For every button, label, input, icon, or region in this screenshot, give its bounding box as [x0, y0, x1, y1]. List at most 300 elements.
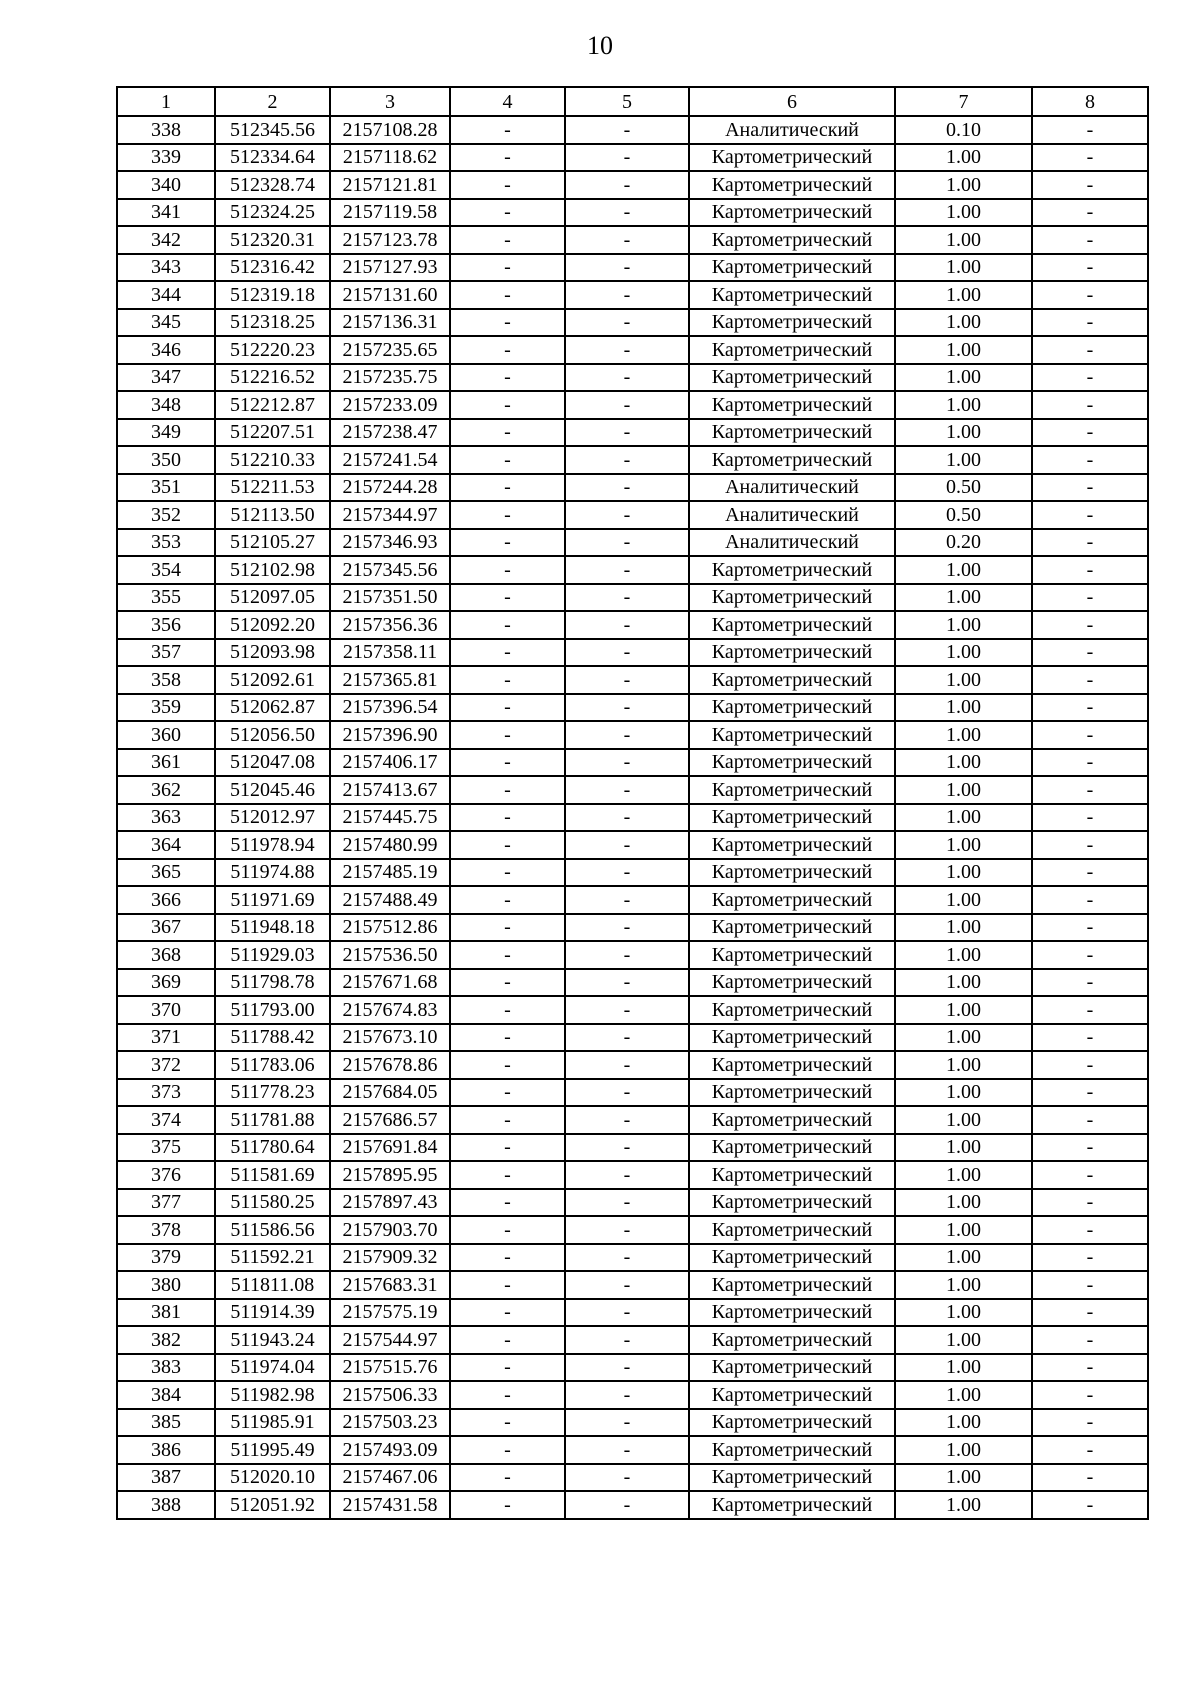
accuracy-cell: 1.00: [895, 419, 1032, 447]
column-4-cell: -: [450, 199, 565, 227]
table-row: [117, 501, 1148, 529]
point-number-cell: 343: [117, 254, 215, 282]
x-coordinate-cell: 511948.18: [215, 914, 330, 942]
table-row: [117, 1381, 1148, 1409]
method-cell: Картометрический: [689, 639, 895, 667]
table-row: [117, 281, 1148, 309]
x-coordinate-cell: 511929.03: [215, 941, 330, 969]
column-header-2: 2: [215, 87, 330, 116]
column-8-cell: -: [1032, 1464, 1148, 1492]
method-cell: Картометрический: [689, 199, 895, 227]
column-4-cell: -: [450, 1244, 565, 1272]
column-8-cell: -: [1032, 1244, 1148, 1272]
point-number-cell: 365: [117, 859, 215, 887]
y-coordinate-cell: 2157544.97: [330, 1326, 450, 1354]
column-4-cell: -: [450, 446, 565, 474]
point-number-cell: 338: [117, 116, 215, 144]
accuracy-cell: 1.00: [895, 914, 1032, 942]
method-cell: Аналитический: [689, 116, 895, 144]
point-number-cell: 350: [117, 446, 215, 474]
method-cell: Картометрический: [689, 171, 895, 199]
column-8-cell: -: [1032, 914, 1148, 942]
x-coordinate-cell: 512113.50: [215, 501, 330, 529]
column-5-cell: -: [565, 1271, 689, 1299]
column-8-cell: -: [1032, 391, 1148, 419]
x-coordinate-cell: 512345.56: [215, 116, 330, 144]
table-row: [117, 116, 1148, 144]
x-coordinate-cell: 512020.10: [215, 1464, 330, 1492]
column-8-cell: -: [1032, 419, 1148, 447]
column-header-5: 5: [565, 87, 689, 116]
column-4-cell: -: [450, 501, 565, 529]
column-4-cell: -: [450, 1106, 565, 1134]
column-4-cell: -: [450, 171, 565, 199]
method-cell: Картометрический: [689, 1161, 895, 1189]
x-coordinate-cell: 512093.98: [215, 639, 330, 667]
y-coordinate-cell: 2157396.90: [330, 721, 450, 749]
accuracy-cell: 1.00: [895, 1079, 1032, 1107]
column-4-cell: -: [450, 309, 565, 337]
table-row: [117, 391, 1148, 419]
y-coordinate-cell: 2157488.49: [330, 886, 450, 914]
x-coordinate-cell: 511978.94: [215, 831, 330, 859]
y-coordinate-cell: 2157119.58: [330, 199, 450, 227]
column-8-cell: -: [1032, 721, 1148, 749]
method-cell: Картометрический: [689, 556, 895, 584]
point-number-cell: 385: [117, 1409, 215, 1437]
method-cell: Картометрический: [689, 226, 895, 254]
x-coordinate-cell: 511793.00: [215, 996, 330, 1024]
column-4-cell: -: [450, 281, 565, 309]
column-4-cell: -: [450, 1161, 565, 1189]
y-coordinate-cell: 2157406.17: [330, 749, 450, 777]
accuracy-cell: 0.50: [895, 501, 1032, 529]
column-4-cell: -: [450, 969, 565, 997]
x-coordinate-cell: 512102.98: [215, 556, 330, 584]
y-coordinate-cell: 2157351.50: [330, 584, 450, 612]
point-number-cell: 357: [117, 639, 215, 667]
method-cell: Картометрический: [689, 749, 895, 777]
point-number-cell: 355: [117, 584, 215, 612]
table-row: [117, 1024, 1148, 1052]
x-coordinate-cell: 511781.88: [215, 1106, 330, 1134]
column-4-cell: -: [450, 1436, 565, 1464]
x-coordinate-cell: 511995.49: [215, 1436, 330, 1464]
point-number-cell: 351: [117, 474, 215, 502]
table-row: [117, 1464, 1148, 1492]
accuracy-cell: 0.50: [895, 474, 1032, 502]
method-cell: Картометрический: [689, 336, 895, 364]
column-8-cell: -: [1032, 1299, 1148, 1327]
point-number-cell: 366: [117, 886, 215, 914]
table-header: [117, 87, 1148, 116]
accuracy-cell: 1.00: [895, 776, 1032, 804]
y-coordinate-cell: 2157909.32: [330, 1244, 450, 1272]
x-coordinate-cell: 511778.23: [215, 1079, 330, 1107]
column-5-cell: -: [565, 941, 689, 969]
accuracy-cell: 1.00: [895, 1381, 1032, 1409]
y-coordinate-cell: 2157244.28: [330, 474, 450, 502]
table-row: [117, 1051, 1148, 1079]
point-number-cell: 356: [117, 611, 215, 639]
accuracy-cell: 1.00: [895, 391, 1032, 419]
x-coordinate-cell: 512045.46: [215, 776, 330, 804]
column-5-cell: -: [565, 1436, 689, 1464]
method-cell: Картометрический: [689, 1216, 895, 1244]
column-8-cell: -: [1032, 364, 1148, 392]
table-row: [117, 996, 1148, 1024]
column-5-cell: -: [565, 364, 689, 392]
y-coordinate-cell: 2157108.28: [330, 116, 450, 144]
method-cell: Картометрический: [689, 914, 895, 942]
accuracy-cell: 1.00: [895, 199, 1032, 227]
accuracy-cell: 1.00: [895, 1464, 1032, 1492]
table-row: [117, 666, 1148, 694]
table-row: [117, 336, 1148, 364]
column-5-cell: -: [565, 721, 689, 749]
column-8-cell: -: [1032, 1354, 1148, 1382]
table-row: [117, 804, 1148, 832]
column-5-cell: -: [565, 529, 689, 557]
x-coordinate-cell: 511811.08: [215, 1271, 330, 1299]
accuracy-cell: 1.00: [895, 1051, 1032, 1079]
table-row: [117, 1189, 1148, 1217]
x-coordinate-cell: 512207.51: [215, 419, 330, 447]
method-cell: Картометрический: [689, 1299, 895, 1327]
column-8-cell: -: [1032, 1491, 1148, 1519]
column-8-cell: -: [1032, 1271, 1148, 1299]
column-4-cell: -: [450, 749, 565, 777]
column-8-cell: -: [1032, 804, 1148, 832]
y-coordinate-cell: 2157136.31: [330, 309, 450, 337]
y-coordinate-cell: 2157356.36: [330, 611, 450, 639]
accuracy-cell: 1.00: [895, 1271, 1032, 1299]
column-8-cell: -: [1032, 446, 1148, 474]
method-cell: Картометрический: [689, 1354, 895, 1382]
column-8-cell: -: [1032, 831, 1148, 859]
accuracy-cell: 1.00: [895, 226, 1032, 254]
accuracy-cell: 1.00: [895, 804, 1032, 832]
point-number-cell: 378: [117, 1216, 215, 1244]
table-header-row: [117, 87, 1148, 116]
method-cell: Картометрический: [689, 721, 895, 749]
x-coordinate-cell: 512316.42: [215, 254, 330, 282]
accuracy-cell: 1.00: [895, 1189, 1032, 1217]
column-5-cell: -: [565, 1106, 689, 1134]
method-cell: Картометрический: [689, 281, 895, 309]
column-5-cell: -: [565, 281, 689, 309]
table-row: [117, 529, 1148, 557]
y-coordinate-cell: 2157503.23: [330, 1409, 450, 1437]
column-4-cell: -: [450, 694, 565, 722]
table-row: [117, 749, 1148, 777]
y-coordinate-cell: 2157346.93: [330, 529, 450, 557]
table-row: [117, 1244, 1148, 1272]
column-8-cell: -: [1032, 639, 1148, 667]
method-cell: Картометрический: [689, 1106, 895, 1134]
y-coordinate-cell: 2157493.09: [330, 1436, 450, 1464]
table-row: [117, 859, 1148, 887]
column-8-cell: -: [1032, 1024, 1148, 1052]
column-8-cell: -: [1032, 309, 1148, 337]
column-5-cell: -: [565, 584, 689, 612]
method-cell: Картометрический: [689, 941, 895, 969]
column-4-cell: -: [450, 859, 565, 887]
y-coordinate-cell: 2157445.75: [330, 804, 450, 832]
point-number-cell: 370: [117, 996, 215, 1024]
accuracy-cell: 1.00: [895, 969, 1032, 997]
accuracy-cell: 1.00: [895, 1299, 1032, 1327]
column-5-cell: -: [565, 1216, 689, 1244]
column-5-cell: -: [565, 446, 689, 474]
y-coordinate-cell: 2157678.86: [330, 1051, 450, 1079]
table-row: [117, 309, 1148, 337]
column-8-cell: -: [1032, 1381, 1148, 1409]
column-4-cell: -: [450, 419, 565, 447]
point-number-cell: 368: [117, 941, 215, 969]
column-4-cell: -: [450, 1189, 565, 1217]
point-number-cell: 377: [117, 1189, 215, 1217]
page-number: 10: [587, 31, 613, 60]
column-8-cell: -: [1032, 254, 1148, 282]
column-8-cell: -: [1032, 941, 1148, 969]
accuracy-cell: 1.00: [895, 1354, 1032, 1382]
column-4-cell: -: [450, 1381, 565, 1409]
y-coordinate-cell: 2157396.54: [330, 694, 450, 722]
point-number-cell: 341: [117, 199, 215, 227]
x-coordinate-cell: 511943.24: [215, 1326, 330, 1354]
column-5-cell: -: [565, 1189, 689, 1217]
method-cell: Картометрический: [689, 886, 895, 914]
x-coordinate-cell: 511798.78: [215, 969, 330, 997]
accuracy-cell: 1.00: [895, 859, 1032, 887]
column-4-cell: -: [450, 1051, 565, 1079]
point-number-cell: 340: [117, 171, 215, 199]
y-coordinate-cell: 2157467.06: [330, 1464, 450, 1492]
column-5-cell: -: [565, 1354, 689, 1382]
x-coordinate-cell: 512318.25: [215, 309, 330, 337]
table-row: [117, 694, 1148, 722]
x-coordinate-cell: 511586.56: [215, 1216, 330, 1244]
method-cell: Картометрический: [689, 1189, 895, 1217]
column-8-cell: -: [1032, 996, 1148, 1024]
column-4-cell: -: [450, 996, 565, 1024]
y-coordinate-cell: 2157897.43: [330, 1189, 450, 1217]
accuracy-cell: 1.00: [895, 144, 1032, 172]
column-5-cell: -: [565, 859, 689, 887]
x-coordinate-cell: 511914.39: [215, 1299, 330, 1327]
y-coordinate-cell: 2157238.47: [330, 419, 450, 447]
table-row: [117, 831, 1148, 859]
column-5-cell: -: [565, 1381, 689, 1409]
accuracy-cell: 1.00: [895, 941, 1032, 969]
table-row: [117, 914, 1148, 942]
y-coordinate-cell: 2157485.19: [330, 859, 450, 887]
x-coordinate-cell: 512097.05: [215, 584, 330, 612]
column-4-cell: -: [450, 556, 565, 584]
point-number-cell: 388: [117, 1491, 215, 1519]
accuracy-cell: 1.00: [895, 639, 1032, 667]
column-4-cell: -: [450, 1299, 565, 1327]
method-cell: Картометрический: [689, 1079, 895, 1107]
method-cell: Картометрический: [689, 776, 895, 804]
column-4-cell: -: [450, 666, 565, 694]
column-8-cell: -: [1032, 171, 1148, 199]
point-number-cell: 346: [117, 336, 215, 364]
table-row: [117, 639, 1148, 667]
column-8-cell: -: [1032, 281, 1148, 309]
column-8-cell: -: [1032, 1409, 1148, 1437]
column-5-cell: -: [565, 694, 689, 722]
x-coordinate-cell: 512092.20: [215, 611, 330, 639]
column-5-cell: -: [565, 1491, 689, 1519]
method-cell: Картометрический: [689, 859, 895, 887]
accuracy-cell: 1.00: [895, 171, 1032, 199]
column-4-cell: -: [450, 914, 565, 942]
y-coordinate-cell: 2157235.65: [330, 336, 450, 364]
x-coordinate-cell: 512220.23: [215, 336, 330, 364]
method-cell: Картометрический: [689, 1436, 895, 1464]
accuracy-cell: 1.00: [895, 584, 1032, 612]
column-5-cell: -: [565, 749, 689, 777]
x-coordinate-cell: 511580.25: [215, 1189, 330, 1217]
column-8-cell: -: [1032, 666, 1148, 694]
method-cell: Аналитический: [689, 474, 895, 502]
point-number-cell: 348: [117, 391, 215, 419]
column-5-cell: -: [565, 116, 689, 144]
table-row: [117, 171, 1148, 199]
method-cell: Картометрический: [689, 804, 895, 832]
point-number-cell: 374: [117, 1106, 215, 1134]
column-8-cell: -: [1032, 1189, 1148, 1217]
point-number-cell: 380: [117, 1271, 215, 1299]
y-coordinate-cell: 2157131.60: [330, 281, 450, 309]
column-8-cell: -: [1032, 584, 1148, 612]
accuracy-cell: 1.00: [895, 831, 1032, 859]
x-coordinate-cell: 512012.97: [215, 804, 330, 832]
table-row: [117, 941, 1148, 969]
column-5-cell: -: [565, 556, 689, 584]
point-number-cell: 361: [117, 749, 215, 777]
table-row: [117, 1079, 1148, 1107]
x-coordinate-cell: 512056.50: [215, 721, 330, 749]
method-cell: Картометрический: [689, 1381, 895, 1409]
column-8-cell: -: [1032, 556, 1148, 584]
accuracy-cell: 1.00: [895, 556, 1032, 584]
table-row: [117, 364, 1148, 392]
column-4-cell: -: [450, 721, 565, 749]
point-number-cell: 375: [117, 1134, 215, 1162]
column-4-cell: -: [450, 1354, 565, 1382]
x-coordinate-cell: 511592.21: [215, 1244, 330, 1272]
x-coordinate-cell: 512092.61: [215, 666, 330, 694]
column-5-cell: -: [565, 804, 689, 832]
accuracy-cell: 1.00: [895, 1161, 1032, 1189]
table-row: [117, 1326, 1148, 1354]
column-5-cell: -: [565, 1409, 689, 1437]
method-cell: Картометрический: [689, 666, 895, 694]
table-row: [117, 446, 1148, 474]
column-5-cell: -: [565, 969, 689, 997]
x-coordinate-cell: 512320.31: [215, 226, 330, 254]
y-coordinate-cell: 2157123.78: [330, 226, 450, 254]
point-number-cell: 387: [117, 1464, 215, 1492]
x-coordinate-cell: 511982.98: [215, 1381, 330, 1409]
method-cell: Картометрический: [689, 1244, 895, 1272]
y-coordinate-cell: 2157127.93: [330, 254, 450, 282]
table-row: [117, 776, 1148, 804]
method-cell: Картометрический: [689, 254, 895, 282]
method-cell: Картометрический: [689, 831, 895, 859]
column-5-cell: -: [565, 639, 689, 667]
table-row: [117, 1161, 1148, 1189]
column-4-cell: -: [450, 144, 565, 172]
column-5-cell: -: [565, 171, 689, 199]
table-row: [117, 144, 1148, 172]
column-5-cell: -: [565, 886, 689, 914]
y-coordinate-cell: 2157365.81: [330, 666, 450, 694]
column-4-cell: -: [450, 1216, 565, 1244]
column-4-cell: -: [450, 1134, 565, 1162]
x-coordinate-cell: 512211.53: [215, 474, 330, 502]
column-4-cell: -: [450, 1409, 565, 1437]
accuracy-cell: 1.00: [895, 721, 1032, 749]
column-8-cell: -: [1032, 1106, 1148, 1134]
point-number-cell: 362: [117, 776, 215, 804]
x-coordinate-cell: 512047.08: [215, 749, 330, 777]
x-coordinate-cell: 512319.18: [215, 281, 330, 309]
method-cell: Картометрический: [689, 419, 895, 447]
column-5-cell: -: [565, 996, 689, 1024]
column-4-cell: -: [450, 1464, 565, 1492]
accuracy-cell: 1.00: [895, 886, 1032, 914]
method-cell: Картометрический: [689, 1326, 895, 1354]
column-8-cell: -: [1032, 1134, 1148, 1162]
point-number-cell: 347: [117, 364, 215, 392]
y-coordinate-cell: 2157575.19: [330, 1299, 450, 1327]
column-8-cell: -: [1032, 1216, 1148, 1244]
method-cell: Картометрический: [689, 1051, 895, 1079]
column-8-cell: -: [1032, 1436, 1148, 1464]
point-number-cell: 371: [117, 1024, 215, 1052]
x-coordinate-cell: 512334.64: [215, 144, 330, 172]
column-8-cell: -: [1032, 336, 1148, 364]
accuracy-cell: 1.00: [895, 1216, 1032, 1244]
column-8-cell: -: [1032, 749, 1148, 777]
column-5-cell: -: [565, 1024, 689, 1052]
y-coordinate-cell: 2157674.83: [330, 996, 450, 1024]
column-5-cell: -: [565, 1161, 689, 1189]
y-coordinate-cell: 2157241.54: [330, 446, 450, 474]
accuracy-cell: 1.00: [895, 1106, 1032, 1134]
column-4-cell: -: [450, 1326, 565, 1354]
column-5-cell: -: [565, 501, 689, 529]
y-coordinate-cell: 2157515.76: [330, 1354, 450, 1382]
y-coordinate-cell: 2157673.10: [330, 1024, 450, 1052]
accuracy-cell: 0.10: [895, 116, 1032, 144]
method-cell: Аналитический: [689, 529, 895, 557]
x-coordinate-cell: 512216.52: [215, 364, 330, 392]
y-coordinate-cell: 2157506.33: [330, 1381, 450, 1409]
column-header-1: 1: [117, 87, 215, 116]
column-5-cell: -: [565, 391, 689, 419]
column-header-8: 8: [1032, 87, 1148, 116]
y-coordinate-cell: 2157683.31: [330, 1271, 450, 1299]
column-4-cell: -: [450, 336, 565, 364]
coordinates-table: [116, 86, 1149, 1520]
accuracy-cell: 1.00: [895, 364, 1032, 392]
accuracy-cell: 1.00: [895, 446, 1032, 474]
